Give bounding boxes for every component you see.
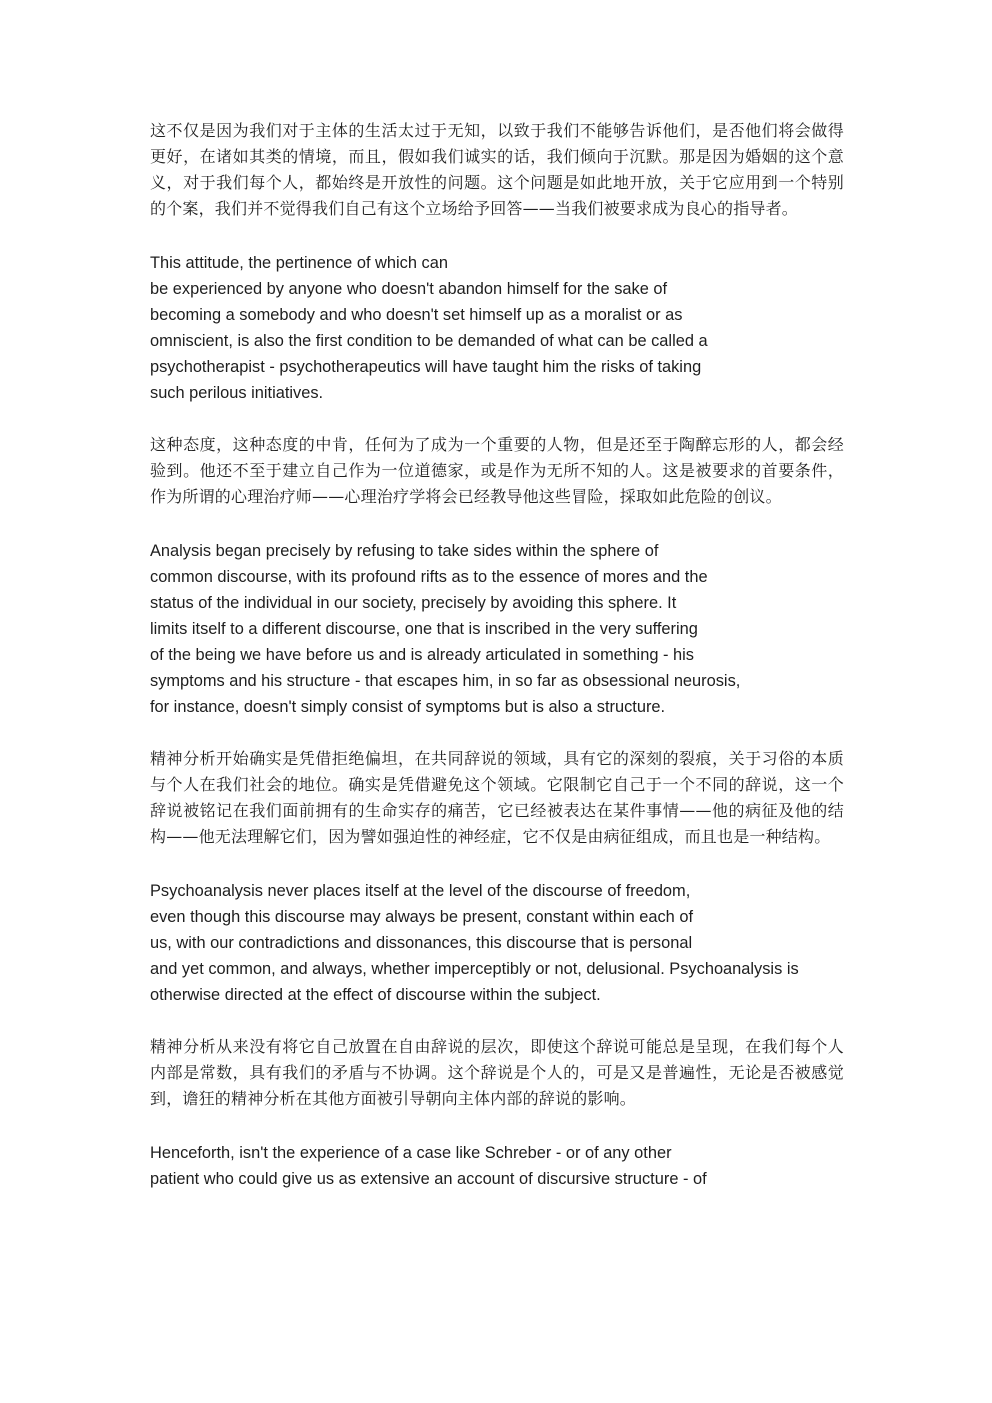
chinese-paragraph-4: 精神分析从来没有将它自己放置在自由辞说的层次，即使这个辞说可能总是呈现，在我们每个人内部是常数，具有我们的矛盾与不协调。这个辞说是个人的，可是又是普遍性，无论是否被感觉到，谵狂的精神分析在其他方面被引导朝向主体内部的辞说的影响。 [150,1037,844,1108]
text-line: for instance, doesn't simply consist of symptoms but is also a structure. [150,698,666,716]
text-column [150,118,844,1192]
text-line: patient who could give us as extensive an account of discursive structure - of [150,1170,707,1188]
chinese-paragraph-2: 这种态度，这种态度的中肯，任何为了成为一个重要的人物，但是还至于陶醉忘形的人，都会经验到。他还不至于建立自己作为一位道德家，或是作为无所不知的人。这是被要求的首要条件，作为所谓的心理治疗师——心理治疗学将会已经教导他这些冒险，採取如此危险的创议。 [150,435,844,506]
text-line: symptoms and his structure - that escapes him, in so far as obsessional neurosis, [150,672,741,690]
text-line: us, with our contradictions and dissonances, this discourse that is personal [150,934,693,952]
text-line: even though this discourse may always be present, constant within each of [150,908,694,926]
text-line: be experienced by anyone who doesn't abandon himself for the sake of [150,280,668,298]
english-paragraph-4 [150,1140,844,1192]
text-line: of the being we have before us and is already articulated in something - his [150,646,694,664]
text-line: This attitude, the pertinence of which can [150,254,448,272]
text-line: psychotherapist - psychotherapeutics will have taught him the risks of taking [150,358,702,376]
text-line: Analysis began precisely by refusing to take sides within the sphere of [150,542,659,560]
text-line: Psychoanalysis never places itself at the level of the discourse of freedom, [150,882,691,900]
text-line: Henceforth, isn't the experience of a case like Schreber - or of any other [150,1144,672,1162]
text-line: common discourse, with its profound rifts as to the essence of mores and the [150,568,708,586]
text-line: limits itself to a different discourse, one that is inscribed in the very suffering [150,620,698,638]
english-paragraph-3 [150,878,844,1008]
text-line: omniscient, is also the first condition to be demanded of what can be called a [150,332,708,350]
chinese-paragraph-3: 精神分析开始确实是凭借拒绝偏坦，在共同辞说的领域，具有它的深刻的裂痕，关于习俗的本质与个人在我们社会的地位。确实是凭借避免这个领域。它限制它自己于一个不同的辞说，这一个辞说被铭记在我们面前拥有的生命实存的痛苦，它已经被表达在某件事情——他的病征及他的结构——他无法理解它们，因为譬如强迫性的神经症，它不仅是由病征组成，而且也是一种结构。 [150,749,844,846]
text-line: status of the individual in our society, precisely by avoiding this sphere. It [150,594,677,612]
english-paragraph-2 [150,538,844,720]
text-line: such perilous initiatives. [150,384,324,402]
chinese-paragraph-1: 这不仅是因为我们对于主体的生活太过于无知，以致于我们不能够告诉他们，是否他们将会做得更好，在诸如其类的情境，而且，假如我们诚实的话，我们倾向于沉默。那是因为婚姻的这个意义，对于我们每个人，都始终是开放性的问题。这个问题是如此地开放，关于它应用到一个特别的个案，我们并不觉得我们自己有这个立场给予回答——当我们被要求成为良心的指导者。 [150,121,844,218]
text-line: becoming a somebody and who doesn't set himself up as a moralist or as [150,306,683,324]
text-line: otherwise directed at the effect of discourse within the subject. [150,986,601,1004]
english-paragraph-1 [150,250,844,406]
text-line: and yet common, and always, whether imperceptibly or not, delusional. Psychoanalysis is [150,960,799,978]
